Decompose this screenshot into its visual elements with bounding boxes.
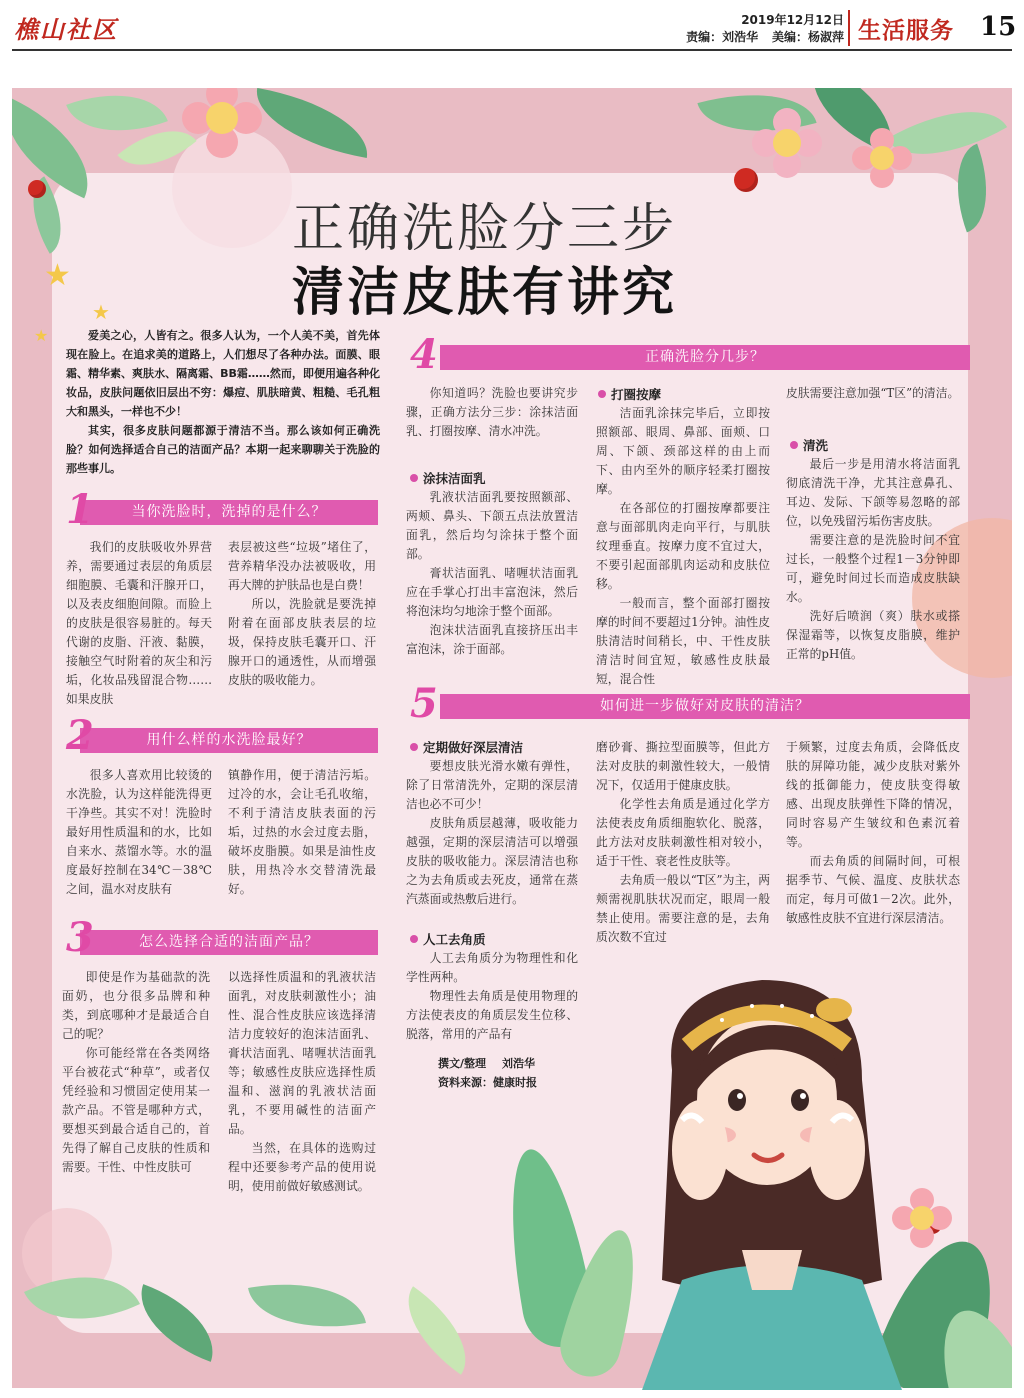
section-3-paragraph: 当然，在具体的选购过程中还要参考产品的使用说明，使用前做好敏感测试。 bbox=[228, 1141, 376, 1193]
masthead-rule bbox=[12, 49, 1012, 51]
section-4-paragraph: 膏状洁面乳、啫喱状洁面乳应在手掌心打出丰富泡沫，然后将泡沫均匀地涂于整个面部。 bbox=[406, 566, 578, 618]
section-4-col-1 bbox=[406, 384, 578, 441]
section-5-paragraph: 于频繁，过度去角质，会降低皮肤的屏障功能，减少皮肤对紫外线的抵御能力，使皮肤变得敏感、出现皮肤弹性下降的情况，同时容易产生皱纹和色素沉着等。 bbox=[786, 740, 960, 849]
section-5-paragraph: 化学性去角质是通过化学方法使表皮角质细胞软化、脱落，此方法对皮肤刺激性相对较小，适于干性、衰老性皮肤等。 bbox=[596, 797, 770, 868]
section-1-col-1 bbox=[66, 538, 212, 709]
subhead-text: 涂抹洁面乳 bbox=[423, 471, 486, 486]
intro-paragraph: 其实，很多皮肤问题都源于清洁不当。那么该如何正确洗脸？如何选择适合自己的洁面产品？本期一起来聊聊关于洗脸的那些事儿。 bbox=[66, 424, 380, 475]
section-4-paragraph: 最后一步是用清水将洁面乳彻底清洗干净，尤其注意鼻孔、耳边、发际、下颌等易忽略的部位，以免残留污垢伤害皮肤。 bbox=[786, 457, 960, 528]
bullet-icon bbox=[410, 474, 418, 482]
section-4-paragraph: 乳液状洁面乳要按照额部、两颊、鼻头、下颌五点法放置洁面乳，然后均匀涂抹于整个面部。 bbox=[406, 490, 578, 561]
section-5-subhead-2 bbox=[410, 930, 486, 948]
section-5-col-1b bbox=[406, 949, 578, 1044]
section-4-paragraph: 泡沫状洁面乳直接挤压出丰富泡沫，涂于面部。 bbox=[406, 623, 578, 656]
section-2-paragraph: 很多人喜欢用比较烫的水洗脸，认为这样能洗得更干净些。其实不对！洗脸时最好用性质温和的水，比如自来水、蒸馏水等。水的温度最好控制在34℃－38℃之间，温水对皮肤有 bbox=[66, 768, 212, 896]
page-number: 15 bbox=[980, 12, 1017, 42]
section-2-paragraph: 镇静作用，便于清洁污垢。过冷的水，会让毛孔收缩，不利于清洁皮肤表面的污垢，过热的水会过度去脂，破坏皮脂膜。如果是油性皮肤，用热冷水交替清洗最好。 bbox=[228, 768, 376, 896]
section-1-bar bbox=[80, 500, 378, 525]
designer-label: 美编：杨淑萍 bbox=[771, 30, 844, 44]
intro-block bbox=[66, 326, 380, 478]
section-4-number: 4 bbox=[410, 331, 438, 378]
girl-illustration bbox=[612, 950, 932, 1390]
section-3-col-2 bbox=[228, 968, 376, 1196]
section-4-subhead-3 bbox=[790, 436, 828, 454]
section-5-col-1 bbox=[406, 757, 578, 909]
editor-credits bbox=[676, 29, 844, 46]
section-1-paragraph: 我们的皮肤吸收外界营养，需要通过表层的角质层细胞膜、毛囊和汗腺开口，以及表皮细胞间隙。而脸上的皮肤是很容易脏的。每天代谢的皮脂、汗液、黏膜，接触空气时附着的灰尘和污垢，化妆品残留混合物……如果皮肤 bbox=[66, 540, 212, 706]
issue-info bbox=[676, 12, 844, 46]
section-2-col-1 bbox=[66, 766, 212, 899]
section-3-bar bbox=[80, 930, 378, 955]
section-4-paragraph: 洗好后喷润（爽）肤水或搽保湿霜等，以恢复皮脂膜，维护正常的pH值。 bbox=[786, 609, 960, 661]
section-3-title: 怎么选择合适的洁面产品？ bbox=[139, 934, 319, 950]
section-4-bar bbox=[440, 345, 970, 370]
section-1-number: 1 bbox=[66, 486, 94, 533]
section-4-paragraph: 一般而言，整个面部打圈按摩的时间不要超过1分钟。油性皮肤清洁时间稍长，中、干性皮肤清洁时间宜短，敏感性皮肤最短，混合性 bbox=[596, 596, 770, 686]
berry-icon bbox=[734, 168, 758, 192]
section-5-paragraph: 物理性去角质是使用物理的方法使表皮的角质层发生位移、脱落，常用的产品有 bbox=[406, 989, 578, 1041]
section-5-col-3 bbox=[786, 738, 960, 928]
author-label: 撰文/整理 bbox=[438, 1057, 487, 1070]
subhead-text: 定期做好深层清洁 bbox=[423, 740, 524, 755]
section-2-number: 2 bbox=[66, 712, 94, 759]
section-5-number: 5 bbox=[410, 680, 438, 727]
issue-date: 2019年12月12日 bbox=[741, 13, 844, 27]
flower-icon bbox=[752, 108, 822, 178]
section-4-subhead-2 bbox=[598, 385, 661, 403]
flower-icon bbox=[852, 128, 912, 188]
section-3-number: 3 bbox=[66, 914, 94, 961]
section-1-title: 当你洗脸时，洗掉的是什么？ bbox=[131, 504, 327, 520]
section-1-paragraph: 表层被这些“垃圾”堵住了，营养精华没办法被吸收，用再大牌的护肤品也是白费！ bbox=[228, 540, 376, 592]
section-3-paragraph: 你可能经常在各类网络平台被花式“种草”，或者仅凭经验和习惯固定使用某一款产品。不管是哪种方式，要想买到最合适自己的，首先得了解自己皮肤的性质和需要。干性、中性皮肤可 bbox=[62, 1046, 210, 1174]
section-1-paragraph: 所以，洗脸就是要洗掉附着在面部皮肤表层的垃圾，保持皮肤毛囊开口、汗腺开口的通透性，从而增强皮肤的吸收能力。 bbox=[228, 597, 376, 687]
berry-icon bbox=[28, 180, 46, 198]
bullet-icon bbox=[790, 441, 798, 449]
section-4-paragraph: 洁面乳涂抹完毕后，立即按照额部、眼周、鼻部、面颊、口周、下颌、颈部这样的由上而下、由内至外的顺序轻柔打圈按摩。 bbox=[596, 406, 770, 496]
star-icon: ★ bbox=[44, 258, 71, 293]
section-1-col-2 bbox=[228, 538, 376, 690]
section-5-paragraph: 磨砂膏、撕拉型面膜等，但此方法对皮肤的刺激性较大，一般情况下，仅适用于健康皮肤。 bbox=[596, 740, 770, 792]
source-line: 资料来源：健康时报 bbox=[438, 1076, 537, 1089]
author-line bbox=[438, 1054, 537, 1073]
section-3-col-1 bbox=[62, 968, 210, 1177]
section-2-bar bbox=[80, 728, 378, 753]
bullet-icon bbox=[410, 743, 418, 751]
section-4-col-2 bbox=[596, 404, 770, 689]
intro-paragraph: 爱美之心，人皆有之。很多人认为，一个人美不美，首先体现在脸上。在追求美的道路上，人们想尽了各种办法。面膜、眼霜、精华素、爽肤水、隔离霜、BB霜……然而，即便用遍各种化妆品，皮肤问题依旧层出不穷：爆痘、肌肤暗黄、粗糙、毛孔粗大和黑头，一样也不少！ bbox=[66, 329, 380, 418]
section-4-col-3 bbox=[786, 384, 960, 403]
section-5-title: 如何进一步做好对皮肤的清洁？ bbox=[600, 698, 810, 714]
section-4-paragraph: 在各部位的打圈按摩都要注意与面部肌肉走向平行，与肌肤纹理垂直。按摩力度不宜过大，不要引起面部肌肉运动和皮肤位移。 bbox=[596, 501, 770, 591]
newspaper-logo: 樵山社区 bbox=[14, 15, 118, 44]
headline-line-1: 正确洗脸分三步 bbox=[292, 199, 678, 259]
section-4-col-3b bbox=[786, 455, 960, 664]
section-5-paragraph: 而去角质的间隔时间，可根据季节、气候、温度、皮肤状态而定，每月可做1－2次。此外，敏感性皮肤不宜进行深层清洁。 bbox=[786, 854, 960, 925]
section-2-col-2 bbox=[228, 766, 376, 899]
masthead-divider bbox=[848, 10, 850, 46]
section-name: 生活服务 bbox=[858, 18, 954, 44]
subhead-text: 人工去角质 bbox=[423, 932, 486, 947]
editor-label: 责编：刘浩华 bbox=[686, 30, 759, 44]
star-icon: ★ bbox=[34, 326, 49, 345]
flower-icon bbox=[182, 88, 262, 158]
section-5-paragraph: 皮肤角质层越薄，吸收能力越强，定期的深层清洁可以增强皮肤的吸收能力。深层清洁也称之为去角质或去死皮，通常在蒸汽蒸面或热敷后进行。 bbox=[406, 816, 578, 906]
section-5-col-2 bbox=[596, 738, 770, 947]
section-4-col-1b bbox=[406, 488, 578, 659]
section-5-paragraph: 人工去角质分为物理性和化学性两种。 bbox=[406, 951, 578, 984]
subhead-text: 清洗 bbox=[803, 438, 829, 453]
section-3-paragraph: 即使是作为基础款的洗面奶，也分很多品牌和种类，到底哪种才是最适合自己的呢？ bbox=[62, 970, 210, 1041]
section-2-title: 用什么样的水洗脸最好？ bbox=[146, 732, 312, 748]
section-4-title: 正确洗脸分几步？ bbox=[645, 349, 765, 365]
masthead bbox=[0, 0, 1024, 56]
section-4-paragraph: 皮肤需要注意加强“T区”的清洁。 bbox=[786, 386, 960, 400]
section-4-subhead-1 bbox=[410, 469, 486, 487]
byline bbox=[438, 1054, 537, 1092]
author-name: 刘浩华 bbox=[502, 1057, 536, 1070]
section-5-bar bbox=[440, 694, 970, 719]
headline-line-2: 清洁皮肤有讲究 bbox=[292, 263, 678, 323]
section-5-paragraph: 去角质一般以“T区”为主，两颊需视肌肤状况而定，眼周一般禁止使用。需要注意的是，去角质次数不宜过 bbox=[596, 873, 770, 944]
subhead-text: 打圈按摩 bbox=[611, 387, 662, 402]
bullet-icon bbox=[410, 935, 418, 943]
section-4-paragraph: 需要注意的是洗脸时间不宜过长，一般整个过程1－3分钟即可，避免时间过长而造成皮肤缺水。 bbox=[786, 533, 960, 604]
section-5-paragraph: 要想皮肤光滑水嫩有弹性，除了日常清洗外，定期的深层清洁也必不可少！ bbox=[406, 759, 578, 811]
section-5-subhead-1 bbox=[410, 738, 523, 756]
bullet-icon bbox=[598, 390, 606, 398]
section-4-paragraph: 你知道吗？洗脸也要讲究步骤，正确方法分三步：涂抹洁面乳、打圈按摩、清水冲洗。 bbox=[406, 386, 578, 438]
section-3-paragraph: 以选择性质温和的乳液状洁面乳，对皮肤刺激性小；油性、混合性皮肤应该选择清洁力度较好的泡沫洁面乳、膏状洁面乳、啫喱状洁面乳等；敏感性皮肤应选择性质温和、滋润的乳液状洁面乳，不要用碱性的洁面产品。 bbox=[228, 970, 376, 1136]
star-icon: ★ bbox=[92, 300, 110, 324]
